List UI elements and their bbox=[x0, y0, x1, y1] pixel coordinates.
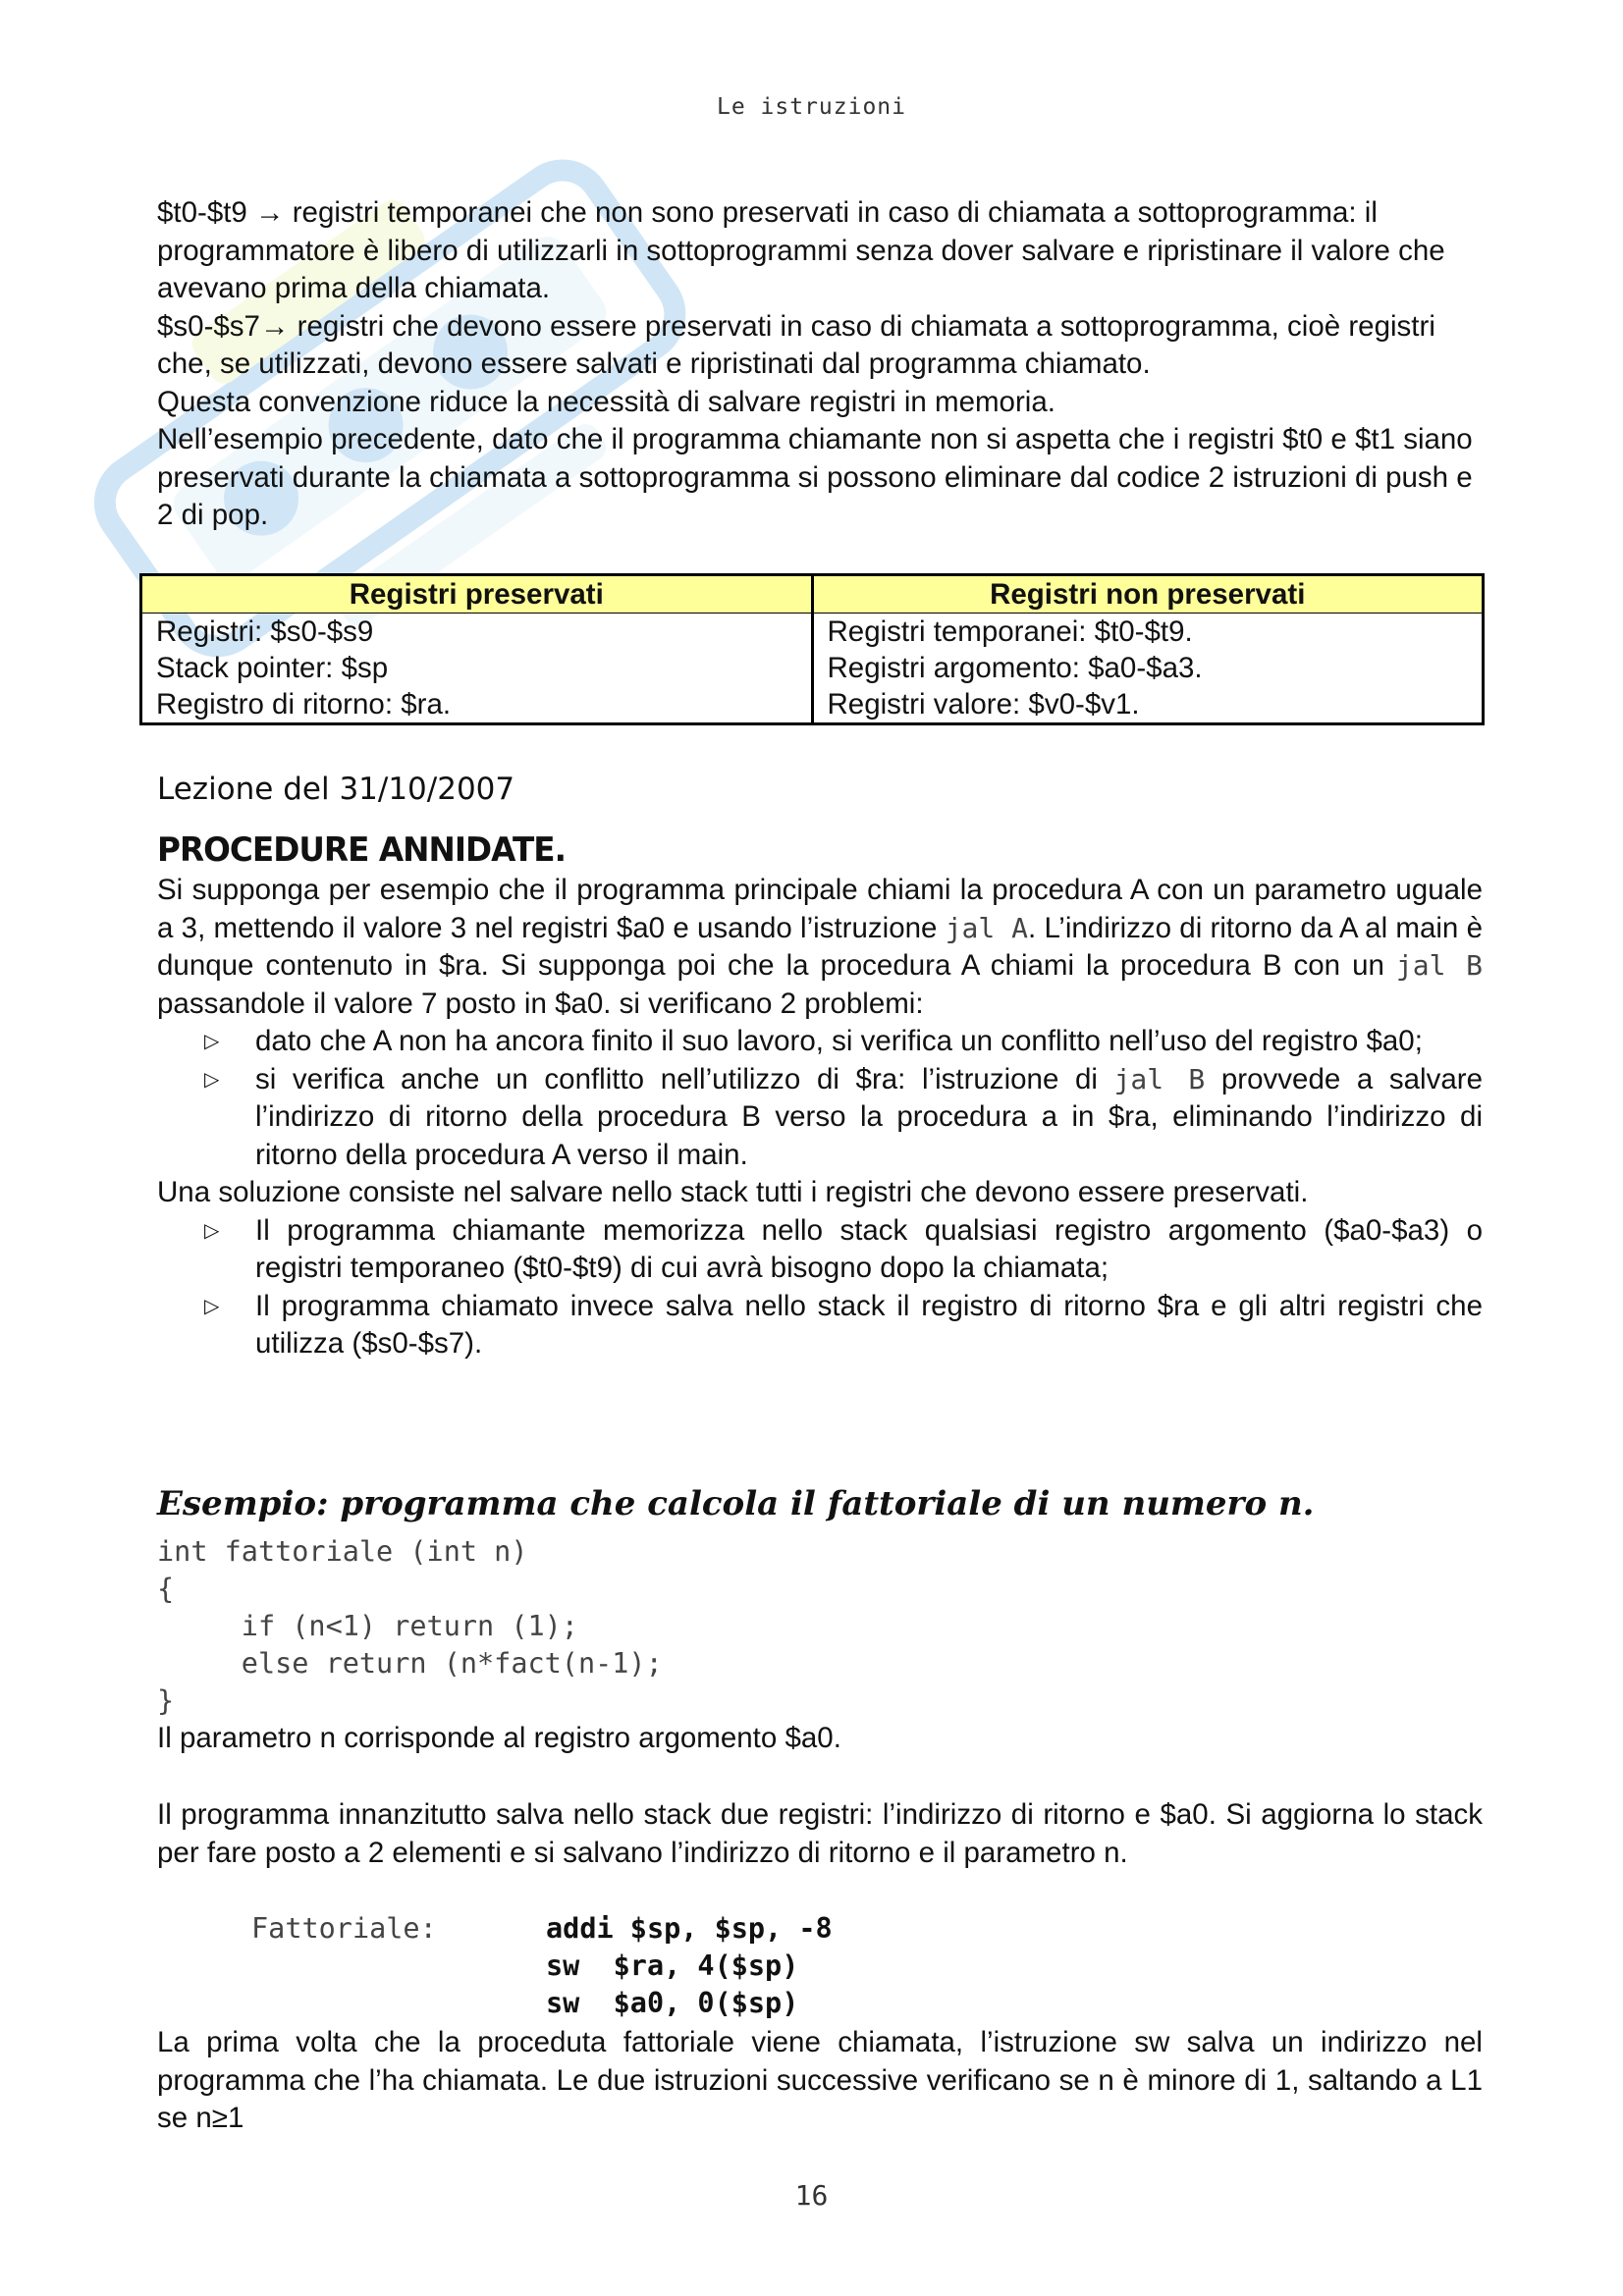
asm-label: Fattoriale: bbox=[251, 1912, 437, 1945]
text-span: Si supponga per esempio che il programma principale chiami la procedura A con un parametro uguale a 3, mettendo il valore 3 nel registri $a0 e usando l’istruzione bbox=[157, 874, 1483, 944]
table-cell-line: Registri valore: $v0-$v1. bbox=[827, 688, 1140, 721]
list-item bbox=[157, 1288, 1483, 1363]
procedures-paragraph bbox=[157, 872, 1483, 1023]
code-line: } bbox=[157, 1684, 175, 1717]
list-item bbox=[157, 1212, 1483, 1288]
param-text: Il parametro n corrisponde al registro argomento $a0. bbox=[157, 1722, 841, 1754]
table-header-row bbox=[141, 575, 1484, 614]
inline-code: jal B bbox=[1113, 1062, 1206, 1095]
list-item-text: dato che A non ha ancora finito il suo lavoro, si verifica un conflitto nell’uso del registro $a0; bbox=[255, 1025, 1423, 1057]
triangle-bullet-icon: ▷ bbox=[204, 1068, 220, 1091]
code-line: { bbox=[157, 1573, 175, 1605]
registers-table bbox=[139, 573, 1485, 725]
table-header-not-preserved: Registri non preservati bbox=[812, 575, 1484, 614]
page-header: Le istruzioni bbox=[716, 94, 906, 120]
table-cell-preserved bbox=[141, 614, 813, 724]
list-item-text: Il programma chiamante memorizza nello stack qualsiasi registro argomento ($a0-$a3) o registri temporaneo ($t0-$t9) di cui avrà bisogno dopo la chiamata; bbox=[255, 1213, 1483, 1284]
list-item bbox=[157, 1023, 1483, 1061]
table-cell-not-preserved bbox=[812, 614, 1484, 724]
inline-code: jal A bbox=[945, 911, 1029, 944]
procedures-section bbox=[157, 872, 1483, 1363]
section-title: PROCEDURE ANNIDATE. bbox=[157, 830, 567, 870]
triangle-bullet-icon: ▷ bbox=[204, 1031, 220, 1052]
text-span: passandole il valore 7 posto in $a0. si verificano 2 problemi: bbox=[157, 987, 924, 1020]
asm-instruction: addi $sp, $sp, -8 bbox=[546, 1912, 833, 1945]
code-line: if (n<1) return (1); bbox=[157, 1610, 578, 1642]
page-number: 16 bbox=[794, 2179, 829, 2212]
problems-list bbox=[157, 1023, 1483, 1174]
triangle-bullet-icon: ▷ bbox=[204, 1295, 220, 1317]
table-cell-line: Registri: $s0-$s9 bbox=[156, 615, 374, 648]
inline-code: jal B bbox=[1395, 949, 1483, 982]
code-line: int fattoriale (int n) bbox=[157, 1535, 528, 1568]
example-title: Esempio: programma che calcola il fattoriale di un numero n. bbox=[157, 1484, 1315, 1523]
solution-list bbox=[157, 1212, 1483, 1363]
triangle-bullet-icon: ▷ bbox=[204, 1219, 220, 1242]
stack-paragraph: Il programma innanzitutto salva nello stack due registri: l’indirizzo di ritorno e $a0. Si aggiorna lo stack per fare posto a 2 elementi e si salvano l’indirizzo di ritorno e il parametro n. bbox=[157, 1798, 1483, 1869]
intro-paragraph: Questa convenzione riduce la necessità di salvare registri in memoria. bbox=[157, 385, 1055, 418]
lesson-date: Lezione del 31/10/2007 bbox=[157, 772, 515, 807]
table-cell-line: Registro di ritorno: $ra. bbox=[156, 688, 452, 721]
intro-paragraph: Nell’esempio precedente, dato che il programma chiamante non si aspetta che i registri $t0 e $t1 siano preservati durante la chiamata a sottoprogramma si possono eliminare dal codice 2 istruzioni di push e 2 di pop. bbox=[157, 423, 1473, 531]
solution-paragraph: Una soluzione consiste nel salvare nello stack tutti i registri che devono essere preservati. bbox=[157, 1176, 1309, 1208]
closing-paragraph: La prima volta che la proceduta fattoriale viene chiamata, l’istruzione sw salva un indirizzo nel programma che l’ha chiamata. Le due istruzioni successive verificano se n è minore di 1, saltando a L1 se n≥1 bbox=[157, 2026, 1483, 2134]
list-item-text: si verifica anche un conflitto nell’utilizzo di $ra: l’istruzione di bbox=[255, 1062, 1114, 1095]
intro-paragraph: $t0-$t9 → registri temporanei che non sono preservati in caso di chiamata a sottoprogramma: il programmatore è libero di utilizzarli in sottoprogrammi senza dover salvare e ripristinare il valore che avevano prima della chiamata. bbox=[157, 196, 1445, 304]
table-cell-line: Registri argomento: $a0-$a3. bbox=[827, 652, 1203, 684]
intro-section bbox=[157, 194, 1483, 535]
code-block bbox=[157, 1533, 663, 1720]
table-row bbox=[141, 614, 1484, 724]
table-cell-line: Registri temporanei: $t0-$t9. bbox=[827, 615, 1193, 648]
text-span: . L’indirizzo di ritorno da A al main è dunque contenuto in $ra. Si supponga poi che la procedura A chiami la procedura B con un bbox=[157, 911, 1484, 982]
asm-instruction: sw $a0, 0($sp) bbox=[546, 1987, 799, 2019]
code-line: else return (n*fact(n-1); bbox=[157, 1647, 663, 1680]
list-item-text: Il programma chiamato invece salva nello stack il registro di ritorno $ra e gli altri registri che utilizza ($s0-$s7). bbox=[255, 1289, 1483, 1360]
list-item-text: provvede a salvare l’indirizzo di ritorno della procedura B verso la procedura a in $ra, eliminando l’indirizzo di ritorno della procedura A verso il main. bbox=[255, 1062, 1483, 1171]
table-header-preserved: Registri preservati bbox=[141, 575, 813, 614]
intro-paragraph: $s0-$s7→ registri che devono essere preservati in caso di chiamata a sottoprogramma, cioè registri che, se utilizzati, devono essere salvati e ripristinati dal programma chiamato. bbox=[157, 309, 1435, 380]
asm-instruction: sw $ra, 4($sp) bbox=[546, 1949, 799, 1982]
table-cell-line: Stack pointer: $sp bbox=[156, 652, 389, 684]
list-item bbox=[157, 1061, 1483, 1175]
